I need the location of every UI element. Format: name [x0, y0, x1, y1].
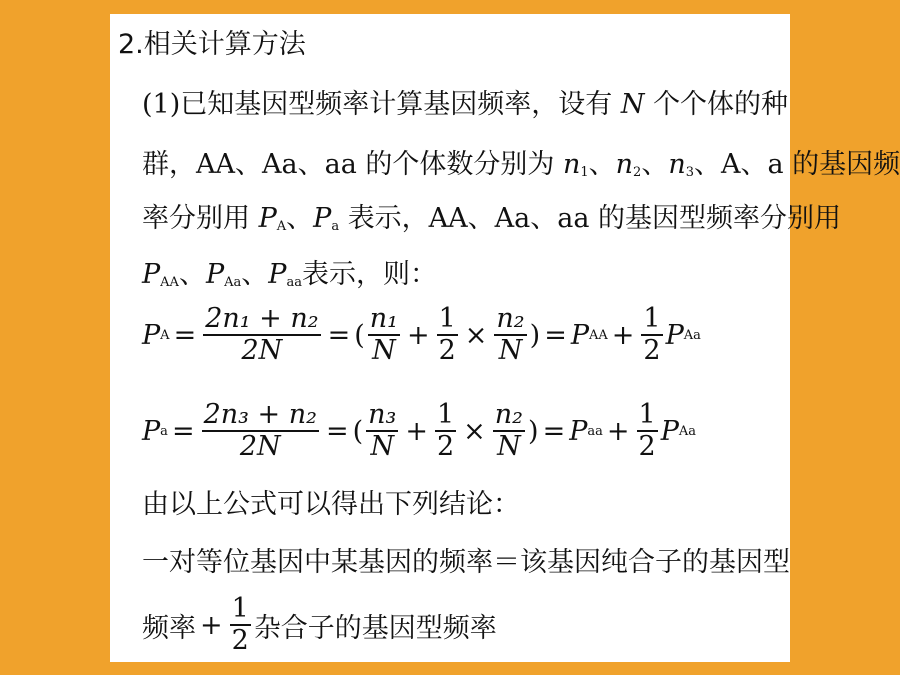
paren: ( — [352, 415, 364, 447]
var-P: P — [665, 319, 684, 351]
equals: = — [327, 319, 351, 351]
sub: Aa — [678, 423, 696, 439]
conclusion-line-2 — [142, 594, 497, 656]
sub: AA — [160, 275, 179, 290]
fraction — [435, 400, 456, 462]
text: (1)已知基因型频率计算基因频率，设有 — [142, 89, 613, 120]
plus: + — [611, 319, 635, 351]
text: 群，AA、Aa、aa 的个体数分别为 — [142, 149, 555, 180]
var-P: P — [142, 259, 161, 290]
sep: 、 — [178, 259, 206, 290]
equals: = — [544, 319, 567, 351]
denominator: 2 — [436, 431, 455, 462]
fraction — [202, 400, 319, 462]
paren: ) — [528, 415, 539, 447]
plus: + — [405, 415, 428, 447]
sub: Aa — [683, 327, 701, 343]
sub: a — [331, 219, 340, 234]
text: 个个体的种 — [653, 89, 789, 120]
formula-PA — [142, 304, 701, 366]
conclusion-line-1: 一对等位基因中某基因的频率＝该基因纯合子的基因型 — [142, 547, 790, 578]
sub: 3 — [685, 165, 694, 180]
var-P: P — [660, 415, 679, 447]
var-P: P — [205, 259, 225, 290]
denominator: N — [372, 335, 396, 366]
var-n: n — [562, 149, 581, 180]
plus: + — [406, 319, 430, 351]
var-P: P — [313, 203, 332, 234]
content-card — [110, 14, 900, 662]
numerator: 1 — [436, 399, 455, 430]
sep: 、 — [241, 259, 269, 290]
sep: 、 — [286, 203, 314, 234]
equals: = — [325, 415, 349, 447]
text: 表示，AA、Aa、aa 的基因型频率分别用 — [347, 203, 842, 234]
fraction — [437, 304, 458, 366]
equals: = — [542, 415, 566, 447]
text: 率分别用 — [142, 203, 250, 234]
para-line-2 — [142, 148, 900, 190]
text: 频率 — [142, 612, 196, 644]
sub: aa — [587, 423, 603, 439]
denominator: 2 — [438, 335, 456, 366]
sub: A — [276, 219, 287, 234]
var-P: P — [142, 415, 161, 447]
var-n: n — [615, 149, 634, 180]
denominator: 2 — [638, 431, 656, 462]
var-P: P — [142, 319, 161, 351]
numerator: 2n₃ + n₂ — [203, 399, 317, 430]
denominator: 2 — [643, 335, 661, 366]
var-P: P — [258, 203, 277, 234]
sub: A — [160, 327, 170, 343]
fraction — [230, 594, 251, 656]
fraction — [493, 400, 525, 462]
para-line-3 — [142, 202, 841, 244]
fraction — [637, 400, 658, 462]
var-P: P — [569, 415, 588, 447]
numerator: 1 — [231, 593, 249, 624]
sub: 2 — [633, 165, 642, 180]
denominator: 2N — [241, 335, 283, 366]
fraction — [641, 304, 662, 366]
plus: + — [606, 415, 630, 447]
sub: 1 — [580, 165, 589, 180]
equals: = — [171, 415, 195, 447]
sub: aa — [286, 275, 302, 290]
denominator: 2N — [239, 431, 281, 462]
numerator: n₃ — [368, 399, 397, 430]
numerator: 2n₁ + n₂ — [205, 303, 319, 334]
text: 杂合子的基因型频率 — [253, 612, 497, 644]
text: 、A、a 的基因频 — [693, 149, 900, 180]
section-heading: 2.相关计算方法 — [118, 29, 306, 60]
conclusion-intro: 由以上公式可以得出下列结论： — [142, 489, 520, 520]
numerator: 1 — [438, 303, 456, 334]
sep: 、 — [588, 149, 616, 180]
denominator: 2 — [231, 625, 249, 656]
numerator: n₂ — [494, 399, 524, 430]
var-N: N — [620, 89, 645, 120]
paren: ) — [529, 319, 541, 351]
fraction — [366, 400, 398, 462]
plus: + — [200, 609, 223, 641]
var-P: P — [570, 319, 589, 351]
paren: ( — [354, 319, 365, 351]
para-line-4 — [142, 258, 437, 300]
denominator: N — [497, 431, 521, 462]
text: 表示，则： — [301, 259, 437, 290]
var-n: n — [668, 149, 686, 180]
para-line-1 — [142, 88, 788, 122]
fraction — [494, 304, 526, 366]
numerator: 1 — [638, 399, 656, 430]
var-P: P — [268, 259, 287, 290]
equals: = — [173, 319, 197, 351]
times: × — [463, 415, 486, 447]
times: × — [464, 319, 488, 351]
sub: a — [160, 423, 168, 439]
denominator: N — [370, 431, 395, 462]
denominator: N — [498, 335, 523, 366]
numerator: n₂ — [496, 303, 525, 334]
fraction — [368, 304, 400, 366]
numerator: 1 — [643, 303, 661, 334]
numerator: n₁ — [369, 303, 398, 334]
sub: AA — [588, 327, 608, 343]
sub: Aa — [224, 275, 242, 290]
formula-Pa — [142, 400, 696, 462]
fraction — [203, 304, 320, 366]
sep: 、 — [641, 149, 669, 180]
